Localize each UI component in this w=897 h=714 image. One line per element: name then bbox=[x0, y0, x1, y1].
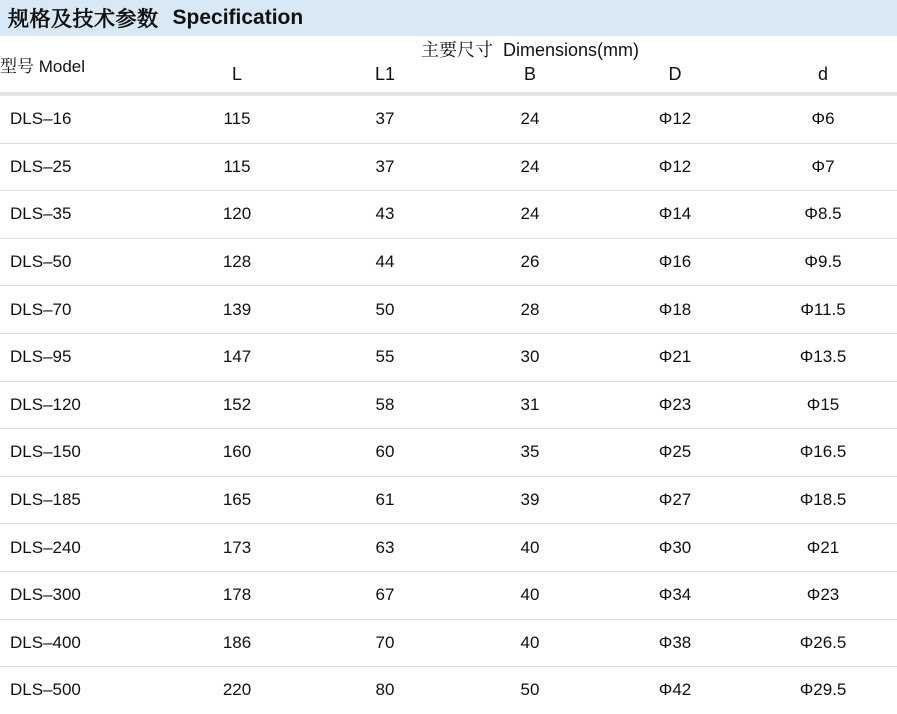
table-header bbox=[0, 36, 897, 96]
cell-d: Φ27 bbox=[601, 476, 749, 524]
cell-l1: 37 bbox=[311, 96, 459, 143]
cell-d: Φ12 bbox=[601, 96, 749, 143]
cell-d: Φ7 bbox=[749, 143, 897, 191]
cell-d: Φ8.5 bbox=[749, 191, 897, 239]
cell-b: 35 bbox=[459, 429, 601, 477]
cell-l: 165 bbox=[163, 476, 311, 524]
title-bar bbox=[0, 0, 897, 36]
cell-d: Φ34 bbox=[601, 571, 749, 619]
cell-l: 128 bbox=[163, 238, 311, 286]
cell-model: DLS–500 bbox=[10, 680, 81, 700]
cell-d: Φ23 bbox=[749, 571, 897, 619]
table-row bbox=[0, 333, 897, 381]
cell-d: Φ42 bbox=[658, 680, 692, 700]
cell-d: Φ18 bbox=[601, 286, 749, 334]
cell-l1: 63 bbox=[311, 524, 459, 572]
table-row bbox=[0, 238, 897, 286]
cell-b: 24 bbox=[459, 96, 601, 143]
dimensions-label-chinese: 主要尺寸 bbox=[421, 40, 494, 60]
column-header-d-lower: d bbox=[818, 64, 829, 84]
title-english: Specification bbox=[172, 6, 304, 29]
cell-l: 173 bbox=[163, 524, 311, 572]
cell-b: 28 bbox=[459, 286, 601, 334]
cell-model: DLS–16 bbox=[0, 96, 163, 143]
column-header-l1: L1 bbox=[374, 64, 396, 84]
cell-d: Φ21 bbox=[749, 524, 897, 572]
cell-d: Φ21 bbox=[601, 333, 749, 381]
cell-l: 147 bbox=[163, 333, 311, 381]
cell-model: DLS–150 bbox=[0, 429, 163, 477]
cell-d: Φ29.5 bbox=[799, 680, 847, 700]
cell-d: Φ9.5 bbox=[749, 238, 897, 286]
cell-l: 178 bbox=[163, 571, 311, 619]
table-row bbox=[0, 191, 897, 239]
table-row bbox=[0, 286, 897, 334]
cell-b: 31 bbox=[459, 381, 601, 429]
cell-d: Φ11.5 bbox=[749, 286, 897, 334]
cell-l1: 44 bbox=[311, 238, 459, 286]
cell-l: 186 bbox=[163, 619, 311, 667]
column-header-dimensions-group bbox=[163, 36, 897, 62]
cell-model: DLS–70 bbox=[0, 286, 163, 334]
title-chinese: 规格及技术参数 bbox=[8, 8, 159, 31]
table-row bbox=[0, 143, 897, 191]
cell-l: 120 bbox=[163, 191, 311, 239]
cell-model: DLS–400 bbox=[0, 619, 163, 667]
cell-d: Φ14 bbox=[601, 191, 749, 239]
cell-model: DLS–95 bbox=[0, 333, 163, 381]
specification-table bbox=[0, 36, 897, 714]
cell-l1: 43 bbox=[311, 191, 459, 239]
column-header-l: L bbox=[231, 64, 242, 84]
table-row bbox=[0, 476, 897, 524]
cell-b: 40 bbox=[459, 619, 601, 667]
cell-model: DLS–25 bbox=[0, 143, 163, 191]
cell-l1: 37 bbox=[311, 143, 459, 191]
cell-model: DLS–300 bbox=[0, 571, 163, 619]
table-row bbox=[0, 429, 897, 477]
cell-l1: 70 bbox=[311, 619, 459, 667]
cell-l1: 80 bbox=[375, 680, 395, 700]
cell-l1: 61 bbox=[311, 476, 459, 524]
table-row bbox=[0, 667, 897, 714]
cell-d: Φ23 bbox=[601, 381, 749, 429]
table-row bbox=[0, 619, 897, 667]
cell-b: 50 bbox=[520, 680, 540, 700]
cell-d: Φ13.5 bbox=[749, 333, 897, 381]
cell-l: 115 bbox=[163, 143, 311, 191]
cell-b: 40 bbox=[459, 524, 601, 572]
cell-l1: 67 bbox=[311, 571, 459, 619]
cell-b: 40 bbox=[459, 571, 601, 619]
column-header-model: 型号 Model bbox=[0, 56, 86, 76]
cell-d: Φ26.5 bbox=[749, 619, 897, 667]
cell-l: 152 bbox=[163, 381, 311, 429]
cell-d: Φ16 bbox=[601, 238, 749, 286]
cell-l1: 60 bbox=[311, 429, 459, 477]
dimensions-label-english: Dimensions(mm) bbox=[503, 40, 640, 60]
table-row bbox=[0, 524, 897, 572]
cell-b: 24 bbox=[459, 191, 601, 239]
cell-d: Φ16.5 bbox=[749, 429, 897, 477]
table-body bbox=[0, 96, 897, 714]
cell-d: Φ15 bbox=[749, 381, 897, 429]
cell-model: DLS–240 bbox=[0, 524, 163, 572]
cell-b: 30 bbox=[459, 333, 601, 381]
column-header-d-upper: D bbox=[668, 64, 682, 84]
cell-model: DLS–50 bbox=[0, 238, 163, 286]
cell-b: 39 bbox=[459, 476, 601, 524]
cell-d: Φ6 bbox=[749, 96, 897, 143]
cell-l1: 55 bbox=[311, 333, 459, 381]
cell-d: Φ38 bbox=[601, 619, 749, 667]
column-header-b: B bbox=[523, 64, 536, 84]
cell-d: Φ25 bbox=[601, 429, 749, 477]
cell-l: 115 bbox=[163, 96, 311, 143]
cell-l: 139 bbox=[163, 286, 311, 334]
table-row bbox=[0, 571, 897, 619]
cell-b: 26 bbox=[459, 238, 601, 286]
cell-model: DLS–185 bbox=[0, 476, 163, 524]
table-row bbox=[0, 381, 897, 429]
cell-b: 24 bbox=[459, 143, 601, 191]
cell-d: Φ30 bbox=[601, 524, 749, 572]
cell-l: 160 bbox=[163, 429, 311, 477]
cell-d: Φ12 bbox=[601, 143, 749, 191]
cell-model: DLS–35 bbox=[0, 191, 163, 239]
table-row bbox=[0, 96, 897, 143]
cell-model: DLS–120 bbox=[0, 381, 163, 429]
cell-d: Φ18.5 bbox=[749, 476, 897, 524]
cell-l1: 58 bbox=[311, 381, 459, 429]
cell-l: 220 bbox=[222, 680, 252, 700]
cell-l1: 50 bbox=[311, 286, 459, 334]
